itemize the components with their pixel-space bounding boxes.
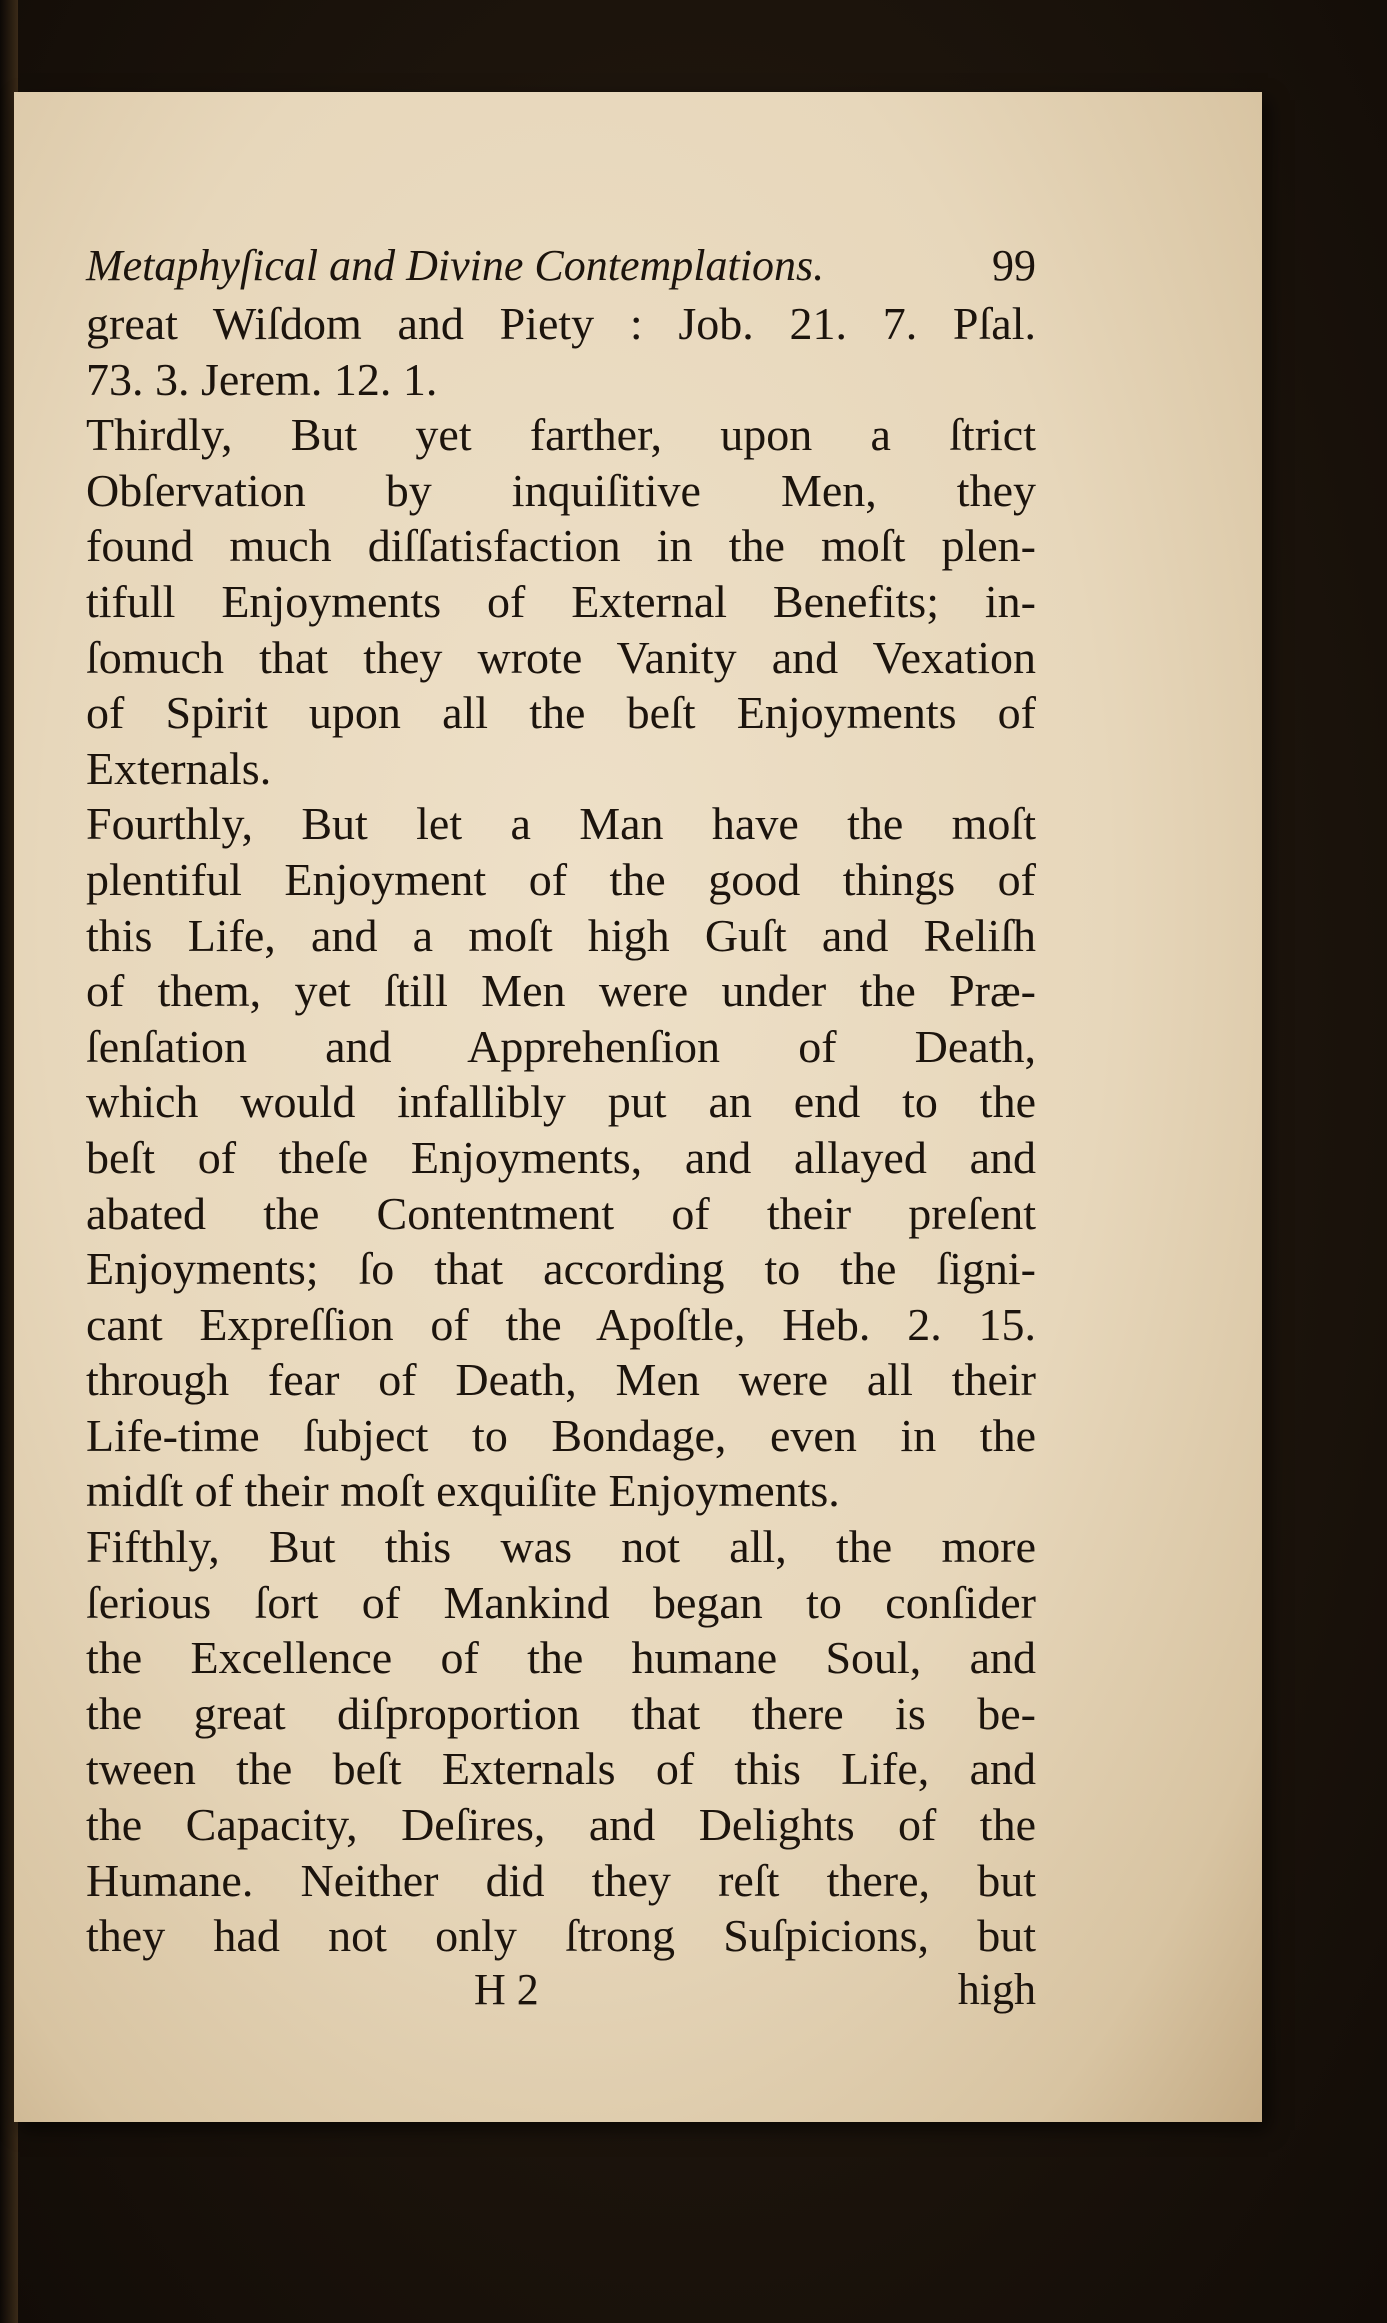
catchword: high [957,1964,1036,2014]
text-line: abated the Contentment of their preſent [86,1187,1036,1239]
text-line: Fourthly, But let a Man have the moſt [86,798,1036,850]
page-footer [86,1964,1036,2020]
text-line: found much diſſatisfaction in the moſt plen- [86,520,1036,572]
page-number: 99 [992,241,1036,290]
text-line: ſenſation and Apprehenſion of Death, [86,1020,1036,1072]
text-line: ſerious ſort of Mankind began to conſider [86,1576,1036,1628]
text-line: midſt of their moſt exquiſite Enjoyments. [86,1465,840,1517]
text-line: tifull Enjoyments of External Benefits; in- [86,575,1036,627]
text-line: Life-time ſubject to Bondage, even in the [86,1409,1036,1461]
text-line: of Spirit upon all the beſt Enjoyments of [86,687,1036,739]
signature-mark: H 2 [474,1964,539,2014]
text-line: the Excellence of the humane Soul, and [86,1632,1036,1684]
text-line: Fifthly, But this was not all, the more [86,1521,1036,1573]
text-line: 73. 3. Jerem. 12. 1. [86,353,438,405]
running-head-title: Metaphyſical and Divine Contemplations. [86,241,825,290]
book-page [14,92,1262,2122]
running-head [86,240,1036,296]
text-line: plentiful Enjoyment of the good things of [86,853,1036,905]
text-block [86,240,1036,2020]
text-line: Externals. [86,742,272,794]
text-line: Obſervation by inquiſitive Men, they [86,464,1036,516]
text-line: great Wiſdom and Piety : Job. 21. 7. Pſal. [86,298,1036,349]
text-line: through fear of Death, Men were all their [86,1354,1036,1406]
text-line: which would infallibly put an end to the [86,1076,1036,1128]
text-line: Enjoyments; ſo that according to the ſigni- [86,1243,1036,1295]
text-line: the Capacity, Deſires, and Delights of the [86,1799,1036,1851]
text-line: beſt of theſe Enjoyments, and allayed and [86,1131,1036,1183]
text-line: the great diſproportion that there is be- [86,1687,1036,1739]
text-line: cant Expreſſion of the Apoſtle, Heb. 2. 15. [86,1298,1036,1350]
text-line: this Life, and a moſt high Guſt and Reliſh [86,909,1036,961]
text-line: ſomuch that they wrote Vanity and Vexation [86,631,1036,683]
text-line: of them, yet ſtill Men were under the Præ- [86,965,1036,1017]
body-text [86,296,1036,1964]
text-line: Thirdly, But yet farther, upon a ſtrict [86,409,1036,461]
text-line: tween the beſt Externals of this Life, and [86,1743,1036,1795]
text-line: Humane. Neither did they reſt there, but [86,1854,1036,1906]
text-line: they had not only ſtrong Suſpicions, but [86,1910,1036,1962]
